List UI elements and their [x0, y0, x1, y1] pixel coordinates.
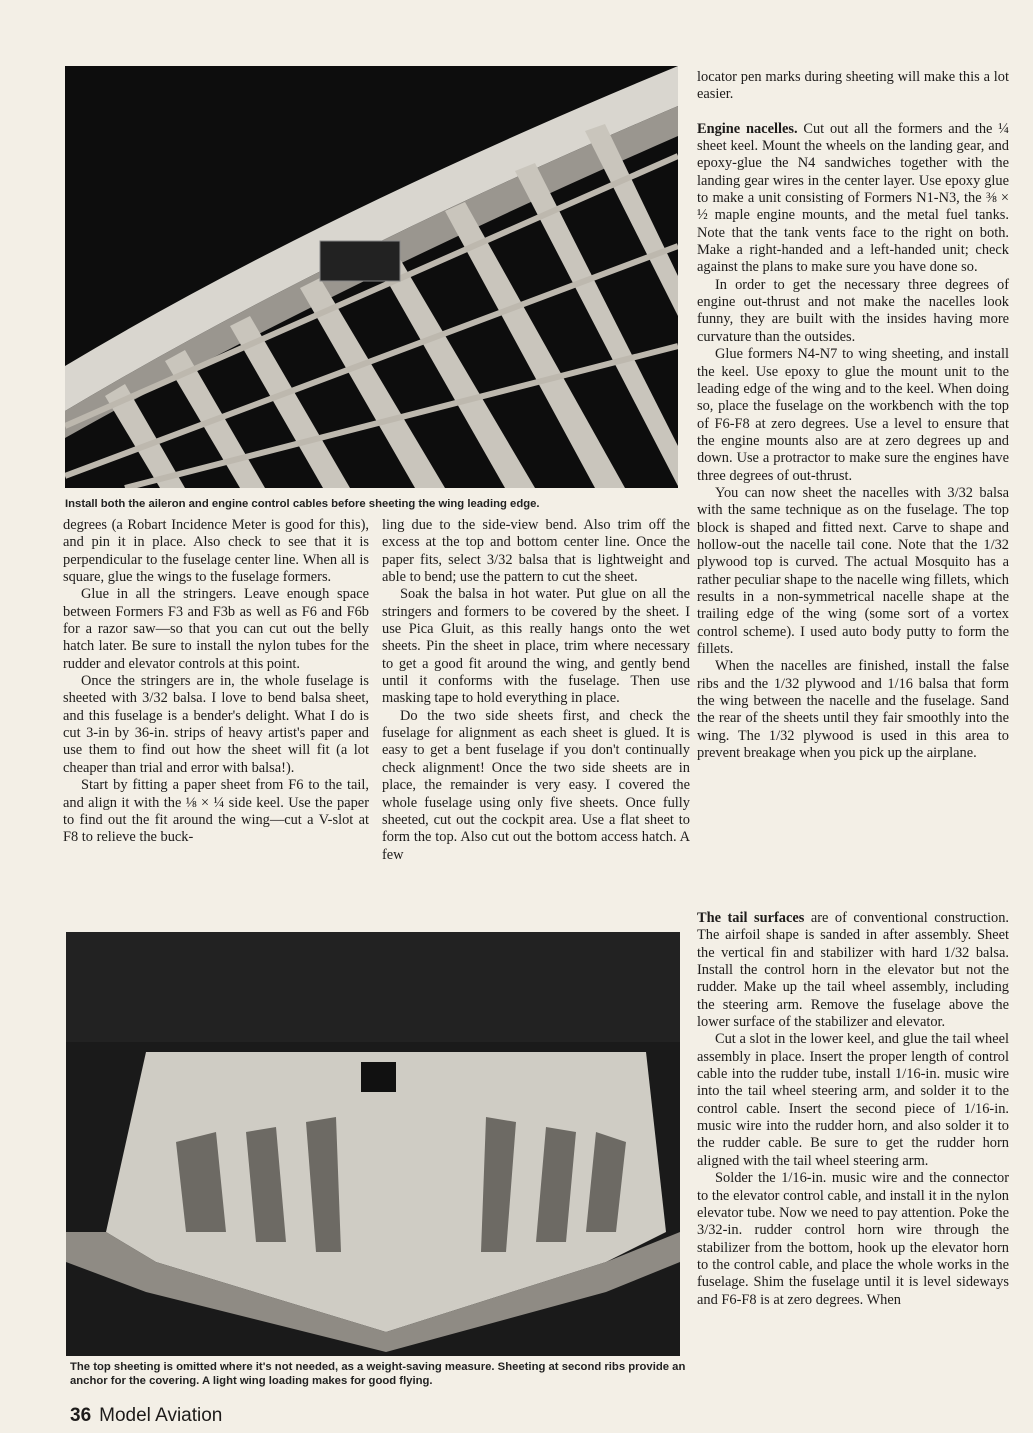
paragraph: You can now sheet the nacelles with 3/32 balsa with the same technique as on the fuselage. The top block is shaped and fitted next. Carve to shape and hollow-out the nacelle tail cone. Note that the 1/32 plywood top is curved. The actual Mosquito has a rather peculiar shape to the nacelle wing fillets, which results in a non-symmetrical nacelle shape at the trailing edge of the wing (some sort of a vortex control scheme). I used auto body putty to form the fillets.: [697, 484, 1009, 657]
page-number: 36: [70, 1405, 92, 1426]
paragraph: Start by fitting a paper sheet from F6 to the tail, and align it with the ⅛ × ¼ side keel. Use the paper to find out the fit around the wing—cut a V-slot at F8 to relieve the buck-: [63, 777, 369, 846]
paragraph: locator pen marks during sheeting will make this a lot easier.: [697, 69, 1009, 103]
section-tail-surfaces: [697, 910, 1009, 1031]
article-column-3: [697, 69, 1009, 762]
wing-sheeting-photo: [66, 932, 680, 1356]
section-heading: The tail surfaces: [697, 910, 805, 926]
paragraph: degrees (a Robart Incidence Meter is good for this), and pin it in place. Also check to see that it is perpendicular to the fuselage center line. When all is square, glue the wings to the fuselage formers.: [63, 517, 369, 586]
paragraph: When the nacelles are finished, install the false ribs and the 1/32 plywood and 1/16 balsa that form the wing between the nacelle and the fuselage. Sand the rear of the sheets until they fair smoothly into the wing. The 1/32 plywood is used in this area to prevent breakage when you pick up the airplane.: [697, 658, 1009, 762]
paragraph: Cut out all the formers and the ¼ sheet keel. Mount the wheels on the landing gear, and epoxy-glue the N4 sandwiches together with the landing gear wires in the center layer. Use epoxy glue to make a unit consisting of Formers N1-N3, the ⅜ × ½ maple engine mounts, and the metal fuel tanks. Note that the tank vents face to the right on both. Make a right-handed and a left-handed unit; check against the plans to make sure you have done so.: [697, 120, 1010, 276]
paragraph: are of conventional construction. The airfoil shape is sanded in after assembly. Sheet the vertical fin and stabilizer with hard 1/32 balsa. Install the control horn in the elevator but not the rudder. Make up the tail wheel assembly, including the steering arm. Remove the fuselage above the lower surface of the stabilizer and elevator.: [697, 910, 1009, 1031]
article-column-3-tail: [697, 910, 1009, 1309]
photo1-caption: Install both the aileron and engine control cables before sheeting the wing leading edge.: [65, 498, 540, 510]
paragraph: Glue in all the stringers. Leave enough space between Formers F3 and F3b as well as F6 and F6b for a razor saw—so that you can cut out the belly hatch later. Be sure to install the nylon tubes for the rudder and elevator controls at this point.: [63, 586, 369, 672]
paragraph: In order to get the necessary three degrees of engine out-thrust and not make the nacelles look funny, they are built with the insides having more curvature than the outsides.: [697, 276, 1009, 345]
paragraph: Solder the 1/16-in. music wire and the connector to the elevator control cable, and install it in the nylon elevator tube. Now we need to pay attention. Poke the 3/32-in. rudder control horn wire through the stabilizer from the bottom, hook up the elevator horn to the control cable, and place the whole works in the fuselage. Shim the fuselage until it is level sideways and F6-F8 is at zero degrees. When: [697, 1170, 1009, 1308]
page-footer: [70, 1405, 222, 1427]
paragraph: Glue formers N4-N7 to wing sheeting, and install the keel. Use epoxy to glue the mount unit to the leading edge of the wing and to the keel. When doing so, place the fuselage on the workbench with the top of F6-F8 at zero degrees. Use a level to ensure that the engine mounts also are at zero degrees up and down. Use a protractor to make sure the engines have three degrees of out-thrust.: [697, 346, 1009, 484]
paragraph: ling due to the side-view bend. Also trim off the excess at the top and bottom center line. Once the paper fits, select 3/32 balsa that is lightweight and able to bend; use the pattern to cut the sheet.: [382, 517, 690, 586]
paragraph: Once the stringers are in, the whole fuselage is sheeted with 3/32 balsa. I love to bend balsa sheet, and this fuselage is a bender's delight. What I do is cut 3-in by 36-in. strips of heavy artist's paper and use them to find out how the sheet will fit (a lot cheaper than trial and error with balsa!).: [63, 673, 369, 776]
wing-structure-photo: [65, 66, 678, 488]
paragraph: Do the two side sheets first, and check the fuselage for alignment as each sheet is glued. It is easy to get a bent fuselage if you don't continually check alignment! Once the two side sheets are in place, the remainder is very easy. I covered the whole fuselage using only five sheets. Once fully sheeted, cut out the cockpit area. Use a flat sheet to form the top. Also cut out the bottom access hatch. A few: [382, 707, 690, 863]
photo2-caption: The top sheeting is omitted where it's not needed, as a weight-saving measure. Sheeting at second ribs provide an anchor for the covering. A light wing loading makes for good flying.: [70, 1361, 686, 1387]
article-column-2: [382, 517, 690, 864]
section-heading: Engine nacelles.: [697, 120, 798, 137]
article-column-1: [63, 517, 369, 847]
paragraph: Soak the balsa in hot water. Put glue on all the stringers and formers to be covered by the sheet. I use Pica Gluit, as this really hangs onto the wet sheets. Pin the sheet in place, trim where necessary to get a good fit around the wing, and gently bend until it conforms with the fuselage. Then use masking tape to hold everything in place.: [382, 586, 690, 707]
magazine-title: Model Aviation: [99, 1405, 223, 1426]
paragraph: Cut a slot in the lower keel, and glue the tail wheel assembly in place. Insert the proper length of control cable into the rudder tube, install 1/16-in. music wire into the tail wheel steering arm, and solder it to the control cable. Insert the second piece of 1/16-in. music wire into the rudder horn, and also solder it to the rudder cable. Be sure to get the rudder horn aligned with the tail wheel steering arm.: [697, 1031, 1009, 1169]
section-engine-nacelles: [697, 121, 1009, 277]
